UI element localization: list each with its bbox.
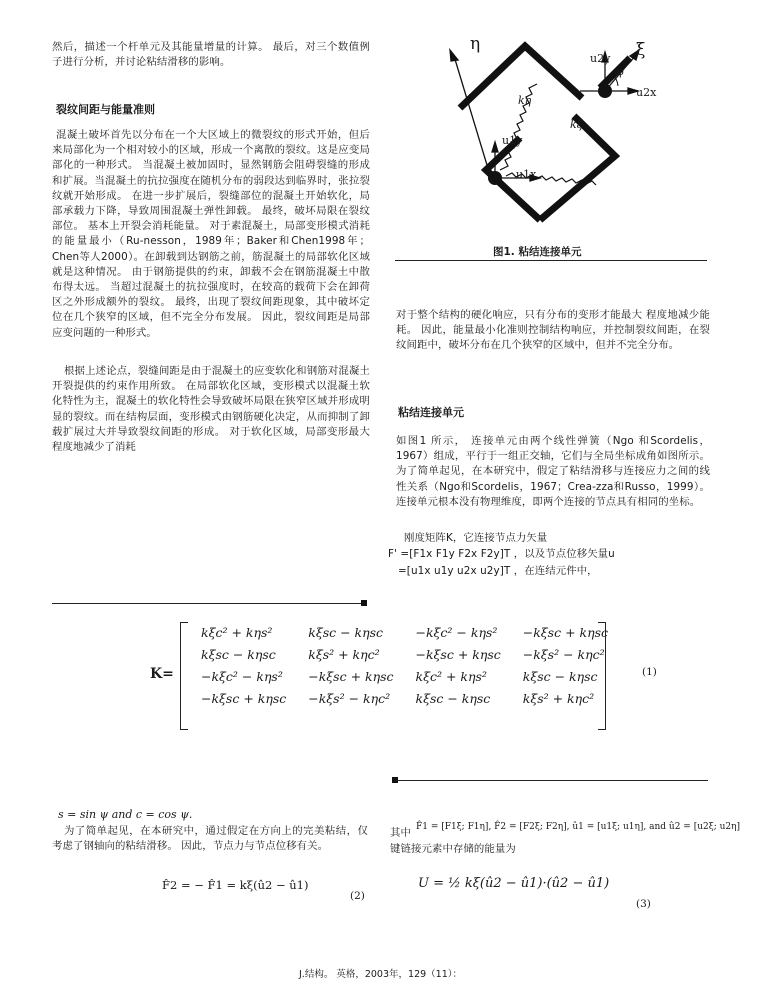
- matrix-cell: −kξc² − kηs²: [415, 625, 498, 640]
- matrix-cell: −kξs² − kηc²: [308, 691, 391, 706]
- energy-intro: 键链接元素中存储的能量为: [390, 843, 516, 855]
- stiffness-intro-line-1: 刚度矩阵K，它连接节点力矢量: [404, 532, 548, 544]
- matrix-cell: −kξsc + kηsc: [201, 691, 287, 706]
- label-k-xi: kξ: [570, 118, 583, 131]
- matrix-row: [190, 666, 619, 688]
- figure-bond-link-element: [440, 34, 690, 238]
- matrix-cell: kξsc − kηsc: [201, 647, 276, 662]
- stiffness-intro-line-2: F' =[F1x F1y F2x F2y]T ，以及节点位移矢量u: [388, 548, 615, 560]
- label-u2x: u2x: [636, 86, 657, 99]
- matrix-cell: kξsc − kηsc: [308, 625, 384, 640]
- equation-bottom-rule: [396, 780, 708, 781]
- equation-3: U = ½ kξ(û2 − û1)·(û2 − û1): [418, 876, 610, 891]
- matrix-cell: −kξs² − kηc²: [522, 647, 605, 662]
- matrix-row: [190, 622, 619, 644]
- matrix-cell: kξs² + kηc²: [308, 647, 380, 662]
- equation-2-number: (2): [350, 890, 365, 902]
- intro-paragraph: 然后，描述一个杆单元及其能量增量的计算。 最后，对三个数值例子进行分析，并讨论粘结滑移的影响。: [52, 41, 370, 69]
- matrix-cell: −kξsc + kηsc: [522, 625, 608, 640]
- where-prefix: 其中: [390, 827, 411, 839]
- crack-spacing-paragraph-1: 混凝土破坏首先以分布在一个大区域上的微裂纹的形式开始，但后来局部化为一个相对较小的区域，形成一个离散的裂纹。这是应变局部化的一种形式。 当混凝土被加固时，显然钢筋会阻碍裂缝的形成和扩展。当混凝土的抗拉强度在随机分布的弱段达到临界时，张拉裂纹就开始形成。 在进一步扩展后，裂缝部位的混凝土开始软化，局部承载力下降，导致周围混凝土弹性卸载。 最终，破坏局限在裂纹部位。 基本上开裂会消耗能量。 对于素混凝土，局部变形模式消耗的能量最小（Ru-nesson，1989年；Baker和Chen1998年；Chen等人2000）。在卸载到达钢筋之前，筋混凝土的局部软化区域就是这种情况。 由于钢筋提供的约束，卸载不会在钢筋混凝土中散布得太远。 当超过混凝土的抗拉强度时，在较高的载荷下会在卸荷区之外形成额外的裂纹。 最终，出现了裂纹间距现象，其中破坏定位在几个狭窄的区域，但不完全分布发展。 因此，裂纹间距是局部应变问题的一种形式。: [52, 129, 370, 339]
- caption-rule: [395, 260, 707, 261]
- crack-spacing-paragraph-2: 根据上述论点，裂缝间距是由于混凝土的应变软化和钢筋对混凝土开裂提供的约束作用所致。 在局部软化区域，变形模式以混凝土软化特性为主，混凝土的软化特性会导致破坏局限在狭窄区域并形成明显的裂纹。而在结构层面，变形模式由钢筋硬化决定，从而抑制了卸载扩展过大并导致裂纹间距的形成。 对于软化区域，局部变形最大程度地减少了消耗: [52, 365, 370, 454]
- label-u1y: u1y: [502, 134, 523, 147]
- equation-2: F̂2 = − F̂1 = kξ(û2 − û1): [162, 878, 309, 892]
- label-eta: η: [470, 34, 481, 54]
- right-paragraph-1: 对于整个结构的硬化响应，只有分布的变形才能最大 程度地减少能耗。 因此，能量最小化准则控制结构响应，并控制裂纹间距，在裂纹间距中，破坏分布在几个狭窄的区域中，但并不完全分布。: [396, 309, 710, 352]
- page-footer: J.结构。 英格，2003年，129（11）：: [299, 969, 462, 980]
- figure-caption: 图1. 粘结连接单元: [493, 246, 582, 258]
- label-xi: ξ: [636, 40, 646, 60]
- equation-1: [150, 622, 610, 732]
- node-1: [488, 171, 502, 185]
- matrix-cell: kξsc − kηsc: [522, 669, 598, 684]
- equation-3-number: (3): [636, 898, 651, 910]
- frame-bottom-right-edge: [540, 116, 615, 220]
- matrix-cell: −kξsc + kηsc: [415, 647, 501, 662]
- matrix-row: [190, 644, 619, 666]
- matrix-cell: kξc² + kηs²: [201, 625, 273, 640]
- matrix-lhs: K=: [150, 666, 174, 682]
- label-psi: ψ: [616, 65, 625, 78]
- section-heading-bond-link: 粘结连接单元: [398, 406, 464, 419]
- label-k-eta: kη: [518, 94, 532, 107]
- node-2: [598, 84, 612, 98]
- matrix-right-bracket: [598, 622, 606, 730]
- label-u1x: u1x: [516, 168, 537, 181]
- bond-link-diagram: [440, 38, 690, 238]
- equation-top-marker: [361, 600, 367, 606]
- matrix-row: [190, 688, 619, 710]
- matrix-cell: −kξc² − kηs²: [201, 669, 283, 684]
- section-heading-crack-spacing: 裂纹间距与能量准则: [56, 103, 155, 116]
- matrix-cell: kξs² + kηc²: [522, 691, 595, 706]
- equation-top-rule: [52, 603, 364, 604]
- equation-1-number: (1): [642, 666, 657, 678]
- where-definitions: F̂1 = [F1ξ; F1η], F̂2 = [F2ξ; F2η], û1 = [u1ξ; u1η], and û2 = [u2ξ; u2η]: [416, 822, 741, 832]
- matrix-cell: −kξsc + kηsc: [308, 669, 394, 684]
- label-u2y: u2y: [590, 52, 611, 65]
- sin-cos-definition: s = sin ψ and c = cos ψ.: [58, 808, 193, 821]
- matrix-left-bracket: [180, 622, 188, 730]
- bond-slip-paragraph: 为了简单起见，在本研究中，通过假定在方向上的完美粘结，仅考虑了钢轴向的粘结滑移。 因此，节点力与节点位移有关。: [52, 825, 368, 853]
- bond-link-paragraph: 如图1 所示， 连接单元由两个线性弹簧（Ngo 和Scordelis，1967）组成，平行于一组正交轴，它们与全局坐标成角如图所示。 为了简单起见，在本研究中，假定了粘结滑移与连接应力之间的线性关系（Ngo和Scordelis，1967；Crea-zza和Russo，1999）。 连接单元根本没有物理维度，即两个连接的节点具有相同的坐标。: [396, 435, 710, 508]
- stiffness-intro-line-3: =[u1x u1y u2x u2y]T ，在连结元件中，: [398, 565, 598, 577]
- stiffness-matrix: [190, 622, 619, 710]
- matrix-cell: kξc² + kηs²: [415, 669, 487, 684]
- matrix-cell: kξsc − kηsc: [415, 691, 491, 706]
